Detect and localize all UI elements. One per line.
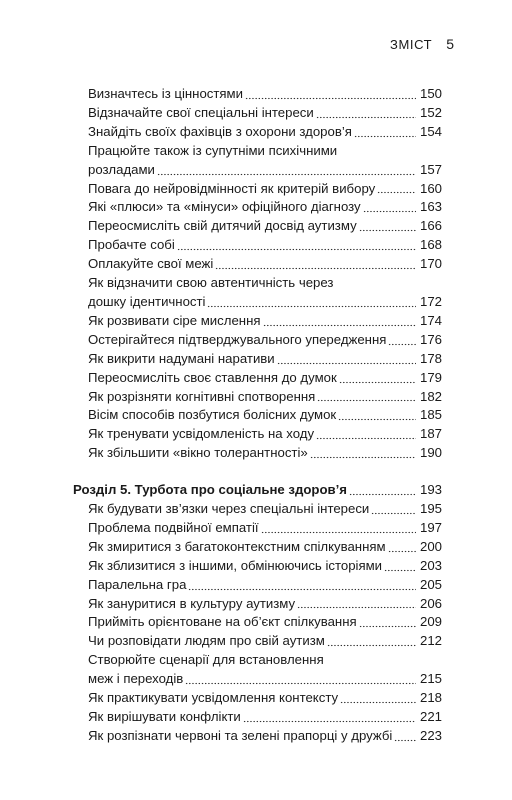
dot-leader — [349, 486, 416, 496]
toc-entry-page: 176 — [419, 331, 442, 347]
toc-entry-page: 215 — [419, 671, 442, 687]
toc-entry[interactable] — [88, 198, 442, 217]
toc-entry[interactable] — [88, 217, 442, 236]
toc-line — [88, 198, 442, 217]
toc-line — [88, 519, 442, 538]
dot-leader — [263, 317, 417, 327]
toc-entry[interactable] — [88, 595, 442, 614]
toc-line — [88, 123, 442, 142]
dot-leader — [215, 260, 416, 270]
toc-line — [88, 576, 442, 595]
toc-entry[interactable] — [88, 236, 442, 255]
toc-entry-page: 166 — [419, 218, 442, 234]
toc-line — [88, 217, 442, 236]
dot-leader — [177, 241, 416, 251]
toc-entry[interactable] — [88, 312, 442, 331]
toc-entry-page: 168 — [419, 237, 442, 253]
toc-entry-page: 185 — [419, 407, 442, 423]
toc-line — [88, 557, 442, 576]
toc-entry-title-line-1: Працюйте також із супутніми психічними — [88, 142, 338, 158]
toc-entry[interactable] — [88, 142, 442, 180]
toc-entry-page: 182 — [419, 388, 442, 404]
toc-entry-page: 209 — [419, 614, 442, 630]
toc-entry-title: Як змиритися з багатоконтекстним спілкуванням — [88, 538, 386, 554]
dot-leader — [340, 694, 416, 704]
dot-leader — [277, 355, 416, 365]
dot-leader — [243, 713, 416, 723]
toc-entry[interactable] — [88, 123, 442, 142]
toc-entry-page: 150 — [419, 86, 442, 101]
toc-entry-title-line-1: Як відзначити свою автентичність через — [88, 275, 334, 291]
dot-leader — [245, 90, 416, 100]
dot-leader — [388, 543, 416, 553]
dot-leader — [354, 128, 416, 138]
toc-line — [88, 670, 442, 689]
toc-entry-title: Знайдіть своїх фахівців з охорони здоров’я — [88, 123, 352, 139]
toc-entry[interactable] — [88, 651, 442, 689]
toc-entry-title: Повага до нейровідмінності як критерій вибору — [88, 180, 376, 196]
toc-line — [88, 161, 442, 180]
dot-leader — [157, 166, 416, 176]
toc-entry-title: Як будувати зв’язки через спеціальні інтереси — [88, 501, 370, 517]
toc-entry[interactable] — [88, 632, 442, 651]
toc-line — [88, 727, 442, 746]
toc-entry-title: Вісім способів позбутися болісних думок — [88, 407, 337, 423]
toc-entry[interactable] — [88, 538, 442, 557]
toc-line — [88, 388, 442, 407]
toc-line — [88, 255, 442, 274]
toc-entry-title: Як зблизитися з іншими, обмінюючись історіями — [88, 557, 383, 573]
dot-leader — [297, 599, 416, 609]
dot-leader — [371, 505, 416, 515]
toc-entry[interactable] — [88, 255, 442, 274]
toc-entry-title: Як практикувати усвідомлення контексту — [88, 690, 339, 706]
toc-entry-title: Оплакуйте свої межі — [88, 256, 214, 272]
toc-entry[interactable] — [88, 500, 442, 519]
dot-leader — [207, 298, 416, 308]
toc-entry-page: 206 — [419, 595, 442, 611]
dot-leader — [394, 732, 416, 742]
toc-entry-title: дошку ідентичності — [88, 293, 206, 309]
section-gap — [0, 463, 512, 481]
toc-entry-title: Остерігайтеся підтверджувального упередження — [88, 331, 387, 347]
toc-entry[interactable] — [88, 576, 442, 595]
toc-entry-page: 172 — [419, 293, 442, 309]
toc-entry[interactable] — [88, 369, 442, 388]
toc-entry-page: 152 — [419, 104, 442, 120]
toc-line — [88, 104, 442, 123]
toc-entry-title: Як розпізнати червоні та зелені прапорці у дружбі — [88, 727, 393, 743]
toc-line — [88, 85, 442, 104]
toc-entry-page: 221 — [419, 709, 442, 724]
toc-chapter-heading[interactable] — [73, 481, 442, 500]
toc-entry-title: розладами — [88, 161, 155, 177]
toc-line — [88, 632, 442, 651]
toc-entry-page: 200 — [419, 538, 442, 554]
toc-entry-title: Проблема подвійної емпатії — [88, 519, 259, 535]
chapter-page: 193 — [419, 482, 442, 498]
toc-entry[interactable] — [88, 350, 442, 369]
page-number: 5 — [446, 36, 454, 52]
dot-leader — [384, 562, 416, 572]
toc-entry-title: меж і переходів — [88, 671, 184, 687]
toc-line — [88, 444, 442, 463]
toc-line — [88, 425, 442, 444]
toc-group-chapter-5 — [0, 500, 512, 746]
toc-line — [88, 350, 442, 369]
toc-entry-page: 163 — [419, 199, 442, 215]
toc-entry[interactable] — [88, 331, 442, 350]
toc-entry[interactable] — [88, 406, 442, 425]
toc-entry-page: 157 — [419, 161, 442, 177]
toc-entry-title: Переосмисліть свій дитячий досвід аутизму — [88, 218, 357, 234]
table-of-contents — [0, 85, 512, 746]
toc-entry-title: Чи розповідати людям про свій аутизм — [88, 633, 325, 649]
toc-entry[interactable] — [88, 613, 442, 632]
toc-entry-page: 203 — [419, 557, 442, 573]
toc-entry[interactable] — [88, 444, 442, 463]
dot-leader — [388, 336, 416, 346]
toc-entry-title: Як тренувати усвідомленість на ходу — [88, 426, 315, 442]
toc-line — [88, 331, 442, 350]
dot-leader — [185, 675, 416, 685]
toc-group-chapter-4 — [0, 85, 512, 463]
dot-leader — [359, 618, 416, 628]
toc-line — [88, 538, 442, 557]
toc-line — [88, 312, 442, 331]
toc-line — [88, 500, 442, 519]
toc-entry[interactable] — [88, 425, 442, 444]
toc-entry-page: 197 — [419, 519, 442, 535]
toc-entry[interactable] — [88, 85, 442, 104]
dot-leader — [316, 430, 416, 440]
toc-entry[interactable] — [88, 388, 442, 407]
toc-entry-title: Паралельна гра — [88, 576, 187, 592]
dot-leader — [310, 449, 416, 459]
toc-entry-title: Як розрізняти когнітивні спотворення — [88, 388, 316, 404]
toc-entry-page: 212 — [419, 633, 442, 649]
toc-line — [88, 613, 442, 632]
toc-line — [88, 293, 442, 312]
toc-entry-page: 218 — [419, 690, 442, 706]
toc-line — [88, 406, 442, 425]
toc-entry-page: 187 — [419, 426, 442, 442]
toc-line — [88, 369, 442, 388]
toc-entry-title: Прийміть орієнтоване на об’єкт спілкування — [88, 614, 357, 630]
toc-entry[interactable] — [88, 727, 442, 746]
toc-entry-page: 179 — [419, 369, 442, 385]
dot-leader — [327, 637, 416, 647]
toc-entry[interactable] — [88, 180, 442, 199]
toc-entry-page: 195 — [419, 501, 442, 517]
toc-entry-title: Як вирішувати конфлікти — [88, 709, 241, 724]
toc-entry-title: Як зануритися в культуру аутизму — [88, 595, 296, 611]
toc-entry[interactable] — [88, 104, 442, 123]
toc-entry-page: 178 — [419, 350, 442, 366]
dot-leader — [338, 411, 416, 421]
toc-line — [88, 595, 442, 614]
dot-leader — [377, 184, 416, 194]
toc-entry-page: 170 — [419, 256, 442, 272]
dot-leader — [359, 222, 416, 232]
section-title: ЗМІСТ — [390, 37, 433, 52]
dot-leader — [261, 524, 416, 534]
toc-entry[interactable] — [88, 557, 442, 576]
dot-leader — [339, 374, 416, 384]
dot-leader — [188, 581, 416, 591]
toc-entry-page: 205 — [419, 576, 442, 592]
toc-entry-title-line-1: Створюйте сценарії для встановлення — [88, 652, 324, 668]
toc-entry-title: Які «плюси» та «мінуси» офіційного діагнозу — [88, 199, 361, 215]
toc-entry-page: 174 — [419, 312, 442, 328]
toc-entry-page: 154 — [419, 123, 442, 139]
chapter-title: Розділ 5. Турбота про соціальне здоров’я — [73, 482, 347, 498]
dot-leader — [363, 203, 416, 213]
toc-line — [88, 689, 442, 708]
toc-entry-page: 160 — [419, 180, 442, 196]
dot-leader — [316, 109, 416, 119]
toc-entry-title: Переосмисліть своє ставлення до думок — [88, 369, 337, 385]
toc-entry-title: Як збільшити «вікно толерантності» — [88, 445, 308, 461]
toc-line — [88, 236, 442, 255]
toc-entry-title: Як викрити надумані наративи — [88, 350, 275, 366]
toc-entry-title: Визначтесь із цінностями — [88, 86, 243, 101]
running-head — [390, 36, 454, 52]
toc-entry-title: Пробачте собі — [88, 237, 175, 253]
toc-line — [73, 481, 442, 500]
toc-entry-page: 190 — [419, 445, 442, 461]
toc-entry[interactable] — [88, 519, 442, 538]
toc-entry[interactable] — [88, 274, 442, 312]
toc-line — [88, 708, 442, 727]
toc-entry-title: Як розвивати сіре мислення — [88, 312, 261, 328]
dot-leader — [317, 392, 416, 402]
toc-line — [88, 180, 442, 199]
toc-entry[interactable] — [88, 708, 442, 727]
toc-entry-page: 223 — [419, 727, 442, 743]
toc-entry-title: Відзначайте свої спеціальні інтереси — [88, 104, 314, 120]
toc-entry[interactable] — [88, 689, 442, 708]
